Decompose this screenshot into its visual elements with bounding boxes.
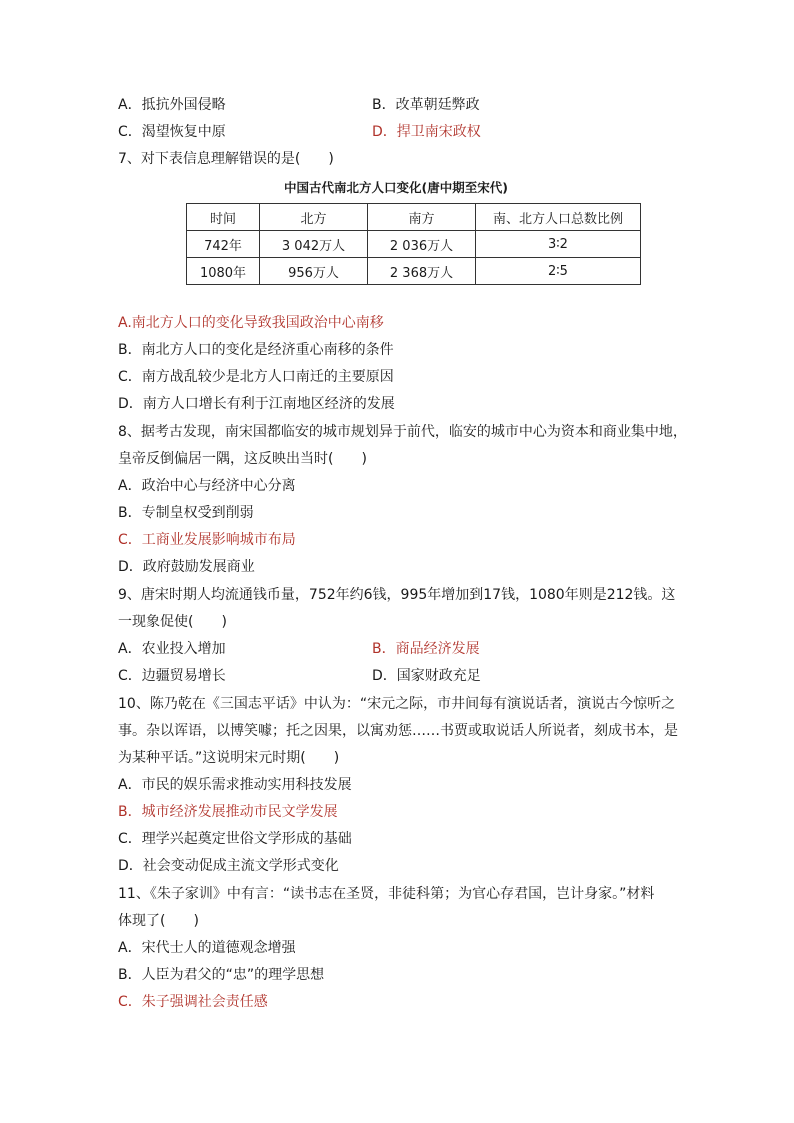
q7-option-c: C．南方战乱较少是北方人口南迁的主要原因 — [118, 369, 394, 385]
table-cell: 2∶5 — [476, 258, 641, 285]
table-cell: 956万人 — [260, 258, 368, 285]
q10-option-a: A．市民的娱乐需求推动实用科技发展 — [118, 777, 352, 793]
q10-stem-line3: 为某种平话。”这说明宋元时期( ) — [118, 750, 340, 766]
q9-option-a: A．农业投入增加 — [118, 641, 226, 657]
q9-stem-line2: 一现象促使( ) — [118, 614, 227, 630]
q8-option-a: A．政治中心与经济中心分离 — [118, 478, 296, 494]
q6-option-b: B．改革朝廷弊政 — [372, 97, 480, 113]
table-row — [187, 231, 641, 258]
q8-option-d: D．政府鼓励发展商业 — [118, 559, 255, 575]
q9-option-d: D．国家财政充足 — [372, 668, 481, 684]
table-cell: 3 042万人 — [260, 231, 368, 258]
q10-stem-line1: 10、陈乃乾在《三国志平话》中认为：“宋元之际，市井间每有演说话者，演说古今惊听之 — [118, 696, 676, 712]
q6-option-d-answer: D．捍卫南宋政权 — [372, 124, 481, 140]
q7-option-d: D．南方人口增长有利于江南地区经济的发展 — [118, 396, 395, 412]
q7-option-b: B．南北方人口的变化是经济重心南移的条件 — [118, 342, 394, 358]
table-header-cell: 南、北方人口总数比例 — [476, 204, 641, 231]
population-table — [186, 203, 641, 285]
q6-option-c: C．渴望恢复中原 — [118, 124, 226, 140]
q11-stem-line2: 体现了( ) — [118, 913, 199, 929]
q11-option-a: A．宋代士人的道德观念增强 — [118, 940, 296, 956]
table-header-cell: 南方 — [368, 204, 476, 231]
q10-option-b-answer: B．城市经济发展推动市民文学发展 — [118, 804, 338, 820]
q7-table-caption: 中国古代南北方人口变化(唐中期至宋代) — [284, 180, 508, 195]
q10-option-c: C．理学兴起奠定世俗文学形成的基础 — [118, 831, 352, 847]
q7-option-a-answer: A.南北方人口的变化导致我国政治中心南移 — [118, 315, 384, 331]
q8-option-c-answer: C．工商业发展影响城市布局 — [118, 532, 296, 548]
q8-stem-line2: 皇帝反倒偏居一隅，这反映出当时( ) — [118, 451, 367, 467]
table-cell: 1080年 — [187, 258, 260, 285]
q8-stem-line1: 8、据考古发现，南宋国都临安的城市规划异于前代，临安的城市中心为资本和商业集中地， — [118, 424, 687, 440]
table-header-cell: 时间 — [187, 204, 260, 231]
table-cell: 742年 — [187, 231, 260, 258]
table-cell: 2 036万人 — [368, 231, 476, 258]
q9-stem-line1: 9、唐宋时期人均流通钱币量，752年约6钱，995年增加到17钱，1080年则是212钱。这 — [118, 587, 676, 603]
q11-option-b: B．人臣为君父的“忠”的理学思想 — [118, 967, 325, 983]
table-row — [187, 258, 641, 285]
q9-option-c: C．边疆贸易增长 — [118, 668, 226, 684]
table-cell: 2 368万人 — [368, 258, 476, 285]
q10-stem-line2: 事。杂以诨语，以博笑噱；托之因果，以寓劝惩……书贾或取说话人所说者，刻成书本，是 — [118, 723, 678, 739]
q8-option-b: B．专制皇权受到削弱 — [118, 505, 254, 521]
q10-option-d: D．社会变动促成主流文学形式变化 — [118, 858, 339, 874]
table-header-row — [187, 204, 641, 231]
table-cell: 3∶2 — [476, 231, 641, 258]
q7-stem: 7、对下表信息理解错误的是( ) — [118, 151, 334, 167]
q11-stem-line1: 11、《朱子家训》中有言：“读书志在圣贤，非徒科第；为官心存君国，岂计身家。”材料 — [118, 886, 655, 902]
table-header-cell: 北方 — [260, 204, 368, 231]
q9-option-b-answer: B．商品经济发展 — [372, 641, 480, 657]
q6-option-a: A．抵抗外国侵略 — [118, 97, 226, 113]
q11-option-c-answer: C．朱子强调社会责任感 — [118, 994, 268, 1010]
